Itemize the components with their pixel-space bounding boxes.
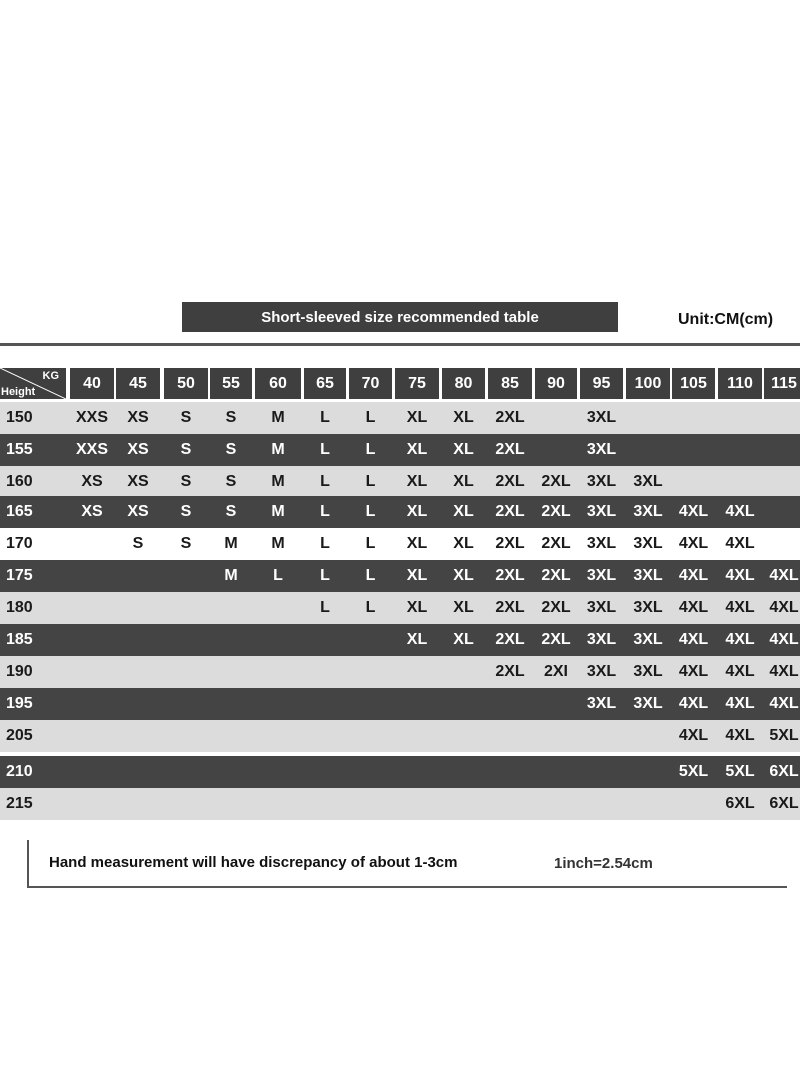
- size-cell: L: [365, 599, 376, 616]
- note-box: [27, 840, 787, 888]
- size-cell: XL: [406, 503, 428, 520]
- size-cell: 6XL: [769, 795, 799, 812]
- size-cell: 2XL: [495, 663, 525, 680]
- height-cell: 205: [6, 727, 33, 744]
- size-cell: L: [365, 441, 376, 458]
- size-cell: 4XL: [678, 695, 709, 712]
- size-cell: 4XL: [725, 695, 755, 712]
- size-cell: 3XL: [586, 663, 617, 680]
- kg-label: KG: [42, 370, 59, 382]
- size-cell: 2XL: [541, 631, 571, 648]
- size-cell: XL: [453, 631, 474, 648]
- size-cell: S: [180, 409, 192, 426]
- size-cell: 4XL: [725, 535, 755, 552]
- kg-header-cell: 110: [718, 368, 762, 399]
- size-cell: S: [132, 535, 144, 552]
- size-cell: 4XL: [678, 535, 709, 552]
- table-row: [0, 788, 800, 820]
- height-cell: 180: [6, 599, 33, 616]
- size-cell: XL: [406, 409, 428, 426]
- kg-header-cell: 115: [764, 368, 800, 399]
- size-cell: 4XL: [678, 663, 709, 680]
- kg-header-cell: 40: [70, 368, 114, 399]
- height-cell: 165: [6, 503, 33, 520]
- inch-conversion-note: 1inch=2.54cm: [554, 855, 653, 872]
- height-cell: 150: [6, 409, 33, 426]
- size-cell: 3XL: [586, 631, 617, 648]
- size-cell: 5XL: [678, 763, 709, 780]
- size-cell: XL: [406, 535, 428, 552]
- size-cell: 4XL: [769, 599, 799, 616]
- size-cell: XL: [453, 441, 474, 458]
- size-cell: L: [365, 473, 376, 490]
- size-cell: L: [365, 535, 376, 552]
- size-cell: S: [180, 441, 192, 458]
- size-cell: 2XL: [495, 441, 525, 458]
- size-cell: S: [225, 409, 237, 426]
- kg-header-cell: 55: [210, 368, 252, 399]
- kg-header-cell: 60: [255, 368, 301, 399]
- height-cell: 190: [6, 663, 33, 680]
- size-cell: 2XL: [495, 631, 525, 648]
- weight-header-row: [0, 368, 800, 399]
- kg-header-cell: 95: [580, 368, 623, 399]
- size-cell: L: [320, 567, 330, 584]
- size-cell: 3XL: [633, 599, 663, 616]
- table-row: [0, 528, 800, 560]
- size-cell: 4XL: [678, 631, 709, 648]
- size-cell: M: [271, 473, 285, 490]
- size-cell: XL: [406, 473, 428, 490]
- size-cell: 2XL: [495, 599, 525, 616]
- table-row: [0, 656, 800, 688]
- size-cell: 4XL: [725, 599, 755, 616]
- size-cell: 4XL: [725, 663, 755, 680]
- height-cell: 170: [6, 535, 33, 552]
- size-cell: XL: [453, 535, 474, 552]
- size-cell: S: [225, 473, 237, 490]
- table-row: [0, 434, 800, 466]
- size-cell: 3XL: [633, 567, 663, 584]
- size-cell: 4XL: [769, 695, 799, 712]
- size-cell: XS: [127, 503, 149, 520]
- size-cell: 3XL: [633, 663, 663, 680]
- table-row: [0, 496, 800, 528]
- size-cell: S: [225, 441, 237, 458]
- kg-header-cell: 100: [626, 368, 670, 399]
- size-cell: XL: [453, 473, 474, 490]
- size-cell: M: [224, 535, 238, 552]
- size-cell: 6XL: [725, 795, 755, 812]
- size-cell: M: [271, 503, 285, 520]
- size-cell: L: [320, 409, 330, 426]
- size-cell: XL: [406, 631, 428, 648]
- size-cell: 3XL: [633, 631, 663, 648]
- size-cell: 2XL: [541, 567, 571, 584]
- size-cell: 5XL: [769, 727, 799, 744]
- kg-header-cell: 105: [672, 368, 715, 399]
- size-cell: M: [224, 567, 238, 584]
- table-row: [0, 466, 800, 498]
- size-cell: XL: [453, 567, 474, 584]
- size-cell: 3XL: [586, 599, 617, 616]
- height-label: Height: [1, 386, 36, 398]
- size-cell: 2XL: [541, 599, 571, 616]
- size-cell: XL: [406, 599, 428, 616]
- size-cell: 2XL: [541, 535, 571, 552]
- table-row: [0, 720, 800, 752]
- size-cell: 4XL: [678, 599, 709, 616]
- size-cell: 3XL: [586, 441, 617, 458]
- kg-header-cell: 90: [535, 368, 577, 399]
- size-cell: L: [365, 503, 376, 520]
- size-cell: 2XL: [541, 473, 571, 490]
- size-cell: 2XL: [495, 409, 525, 426]
- size-cell: 2XL: [495, 567, 525, 584]
- height-cell: 160: [6, 473, 33, 490]
- size-cell: 4XL: [725, 503, 755, 520]
- table-row: [0, 592, 800, 624]
- size-cell: 3XL: [586, 567, 617, 584]
- size-cell: XS: [81, 503, 103, 520]
- table-row: [0, 624, 800, 656]
- size-cell: S: [180, 503, 192, 520]
- size-cell: S: [180, 535, 192, 552]
- kg-header-cell: 70: [349, 368, 392, 399]
- height-cell: 215: [6, 795, 33, 812]
- size-cell: XL: [453, 409, 474, 426]
- height-cell: 195: [6, 695, 33, 712]
- size-cell: 4XL: [678, 727, 709, 744]
- size-cell: 2XL: [495, 503, 525, 520]
- size-cell: XL: [453, 503, 474, 520]
- kg-header-cell: 50: [164, 368, 208, 399]
- size-cell: XS: [127, 441, 149, 458]
- size-cell: L: [320, 535, 330, 552]
- table-row: [0, 402, 800, 434]
- measurement-note: Hand measurement will have discrepancy of about 1-3cm: [49, 854, 458, 871]
- size-cell: 4XL: [769, 567, 799, 584]
- size-cell: XS: [127, 473, 149, 490]
- size-cell: 2XL: [541, 503, 571, 520]
- divider: [0, 343, 800, 346]
- size-cell: XS: [127, 409, 149, 426]
- size-cell: XXS: [75, 409, 108, 426]
- size-cell: 3XL: [633, 695, 663, 712]
- size-cell: S: [225, 503, 237, 520]
- size-cell: M: [271, 441, 285, 458]
- size-cell: 3XL: [586, 695, 617, 712]
- table-row: [0, 688, 800, 720]
- size-cell: 3XL: [633, 473, 663, 490]
- size-cell: 4XL: [678, 567, 709, 584]
- height-cell: 210: [6, 763, 33, 780]
- unit-label: Unit:CM(cm): [678, 311, 774, 328]
- size-cell: 2XI: [543, 663, 568, 680]
- size-cell: L: [273, 567, 283, 584]
- size-cell: XL: [406, 441, 428, 458]
- size-cell: 2XL: [495, 535, 525, 552]
- size-cell: XL: [406, 567, 428, 584]
- size-cell: S: [180, 473, 192, 490]
- corner-cell: [0, 368, 66, 399]
- size-cell: 3XL: [586, 409, 617, 426]
- size-cell: XXS: [75, 441, 108, 458]
- height-cell: 155: [6, 441, 33, 458]
- size-cell: 4XL: [725, 631, 755, 648]
- size-cell: 3XL: [586, 535, 617, 552]
- size-cell: L: [365, 567, 376, 584]
- size-cell: 4XL: [678, 503, 709, 520]
- height-cell: 185: [6, 631, 33, 648]
- kg-header-cell: 75: [395, 368, 439, 399]
- size-cell: 3XL: [586, 473, 617, 490]
- size-cell: L: [320, 599, 330, 616]
- size-cell: M: [271, 535, 285, 552]
- size-cell: 4XL: [725, 567, 755, 584]
- height-cell: 175: [6, 567, 33, 584]
- size-cell: 4XL: [725, 727, 755, 744]
- kg-header-cell: 65: [304, 368, 346, 399]
- size-cell: 3XL: [633, 503, 663, 520]
- table-row: [0, 560, 800, 592]
- size-cell: 4XL: [769, 631, 799, 648]
- size-cell: 2XL: [495, 473, 525, 490]
- size-cell: L: [320, 441, 330, 458]
- size-cell: XL: [453, 599, 474, 616]
- kg-header-cell: 85: [488, 368, 532, 399]
- size-cell: 3XL: [633, 535, 663, 552]
- size-cell: L: [320, 473, 330, 490]
- size-cell: 6XL: [769, 763, 799, 780]
- kg-header-cell: 45: [116, 368, 160, 399]
- size-cell: L: [365, 409, 376, 426]
- table-row: [0, 756, 800, 788]
- size-cell: 5XL: [725, 763, 755, 780]
- kg-header-cell: 80: [442, 368, 485, 399]
- size-cell: 3XL: [586, 503, 617, 520]
- size-cell: XS: [81, 473, 103, 490]
- size-cell: L: [320, 503, 330, 520]
- table-title: Short-sleeved size recommended table: [182, 302, 618, 332]
- size-cell: M: [271, 409, 285, 426]
- size-cell: 4XL: [769, 663, 799, 680]
